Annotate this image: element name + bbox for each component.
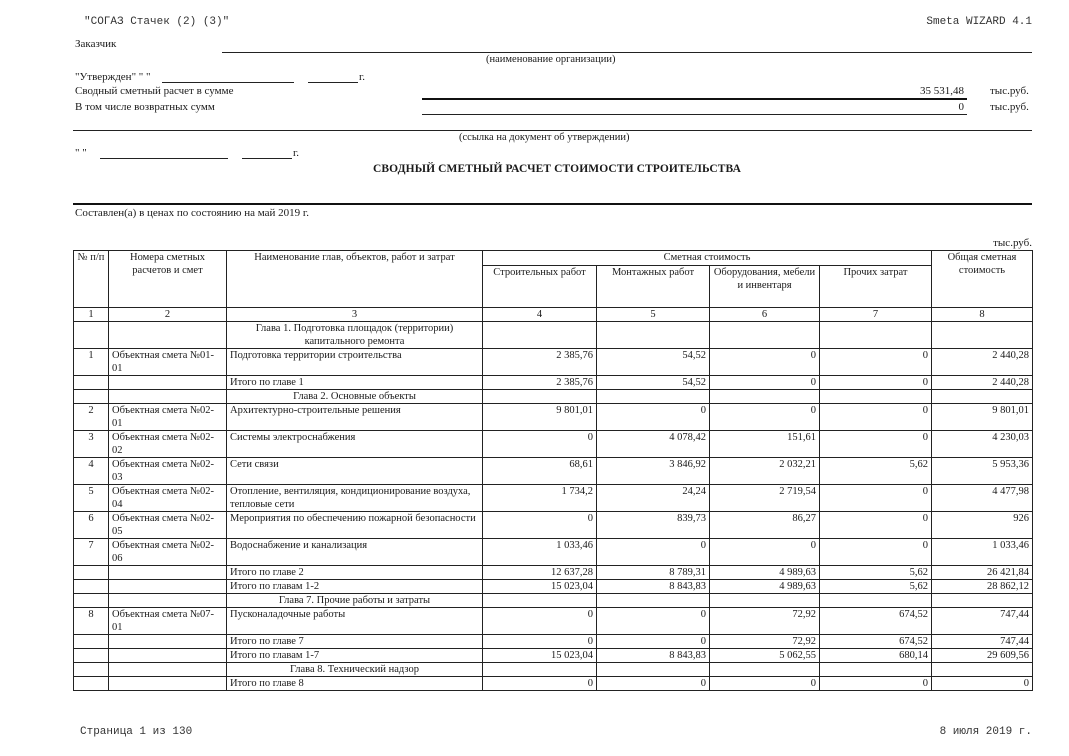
cell-empty [932,390,1033,404]
summary-underline [422,98,967,100]
cell-other: 680,14 [820,649,932,663]
cell-estimate-ref: Объектная смета №02-03 [109,458,227,485]
cell-installation: 54,52 [597,376,710,390]
cell-other: 0 [820,539,932,566]
cell-total: 4 230,03 [932,431,1033,458]
cell-construction: 1 734,2 [483,485,597,512]
doc-ref-caption: (ссылка на документ об утверждении) [459,132,630,143]
cell-installation: 0 [597,635,710,649]
cell-work-name: Итого по главам 1-2 [227,580,483,594]
cell-other: 0 [820,404,932,431]
cell-number [74,580,109,594]
cell-equipment: 0 [710,539,820,566]
item-row [74,431,1033,458]
col-header-construction: Строительных работ [483,266,597,308]
cell-total: 926 [932,512,1033,539]
cell-estimate-ref: Объектная смета №02-04 [109,485,227,512]
cell-empty [74,663,109,677]
total-row [74,649,1033,663]
estimate-table [73,250,1033,691]
cell-estimate-ref: Объектная смета №01-01 [109,349,227,376]
cell-installation: 0 [597,404,710,431]
cell-work-name: Архитектурно-строительные решения [227,404,483,431]
chapter-row [74,322,1033,349]
cell-empty [483,594,597,608]
customer-label: Заказчик [75,38,117,50]
cell-estimate-ref: Объектная смета №02-02 [109,431,227,458]
cell-estimate-ref [109,376,227,390]
item-row [74,512,1033,539]
returnable-value: 0 [958,101,964,113]
table-unit: тыс.руб. [993,237,1032,249]
cell-estimate-ref: Объектная смета №02-01 [109,404,227,431]
col-header-estimates: Номера сметных расчетов и смет [109,251,227,308]
table-body [74,322,1033,691]
cell-empty [109,322,227,349]
col-header-equipment: Оборудования, мебели и инвентаря [710,266,820,308]
cell-equipment: 0 [710,404,820,431]
cell-estimate-ref [109,566,227,580]
item-row [74,349,1033,376]
cell-work-name: Итого по главам 1-7 [227,649,483,663]
cell-empty [820,322,932,349]
col-index: 4 [483,308,597,322]
cell-total: 1 033,46 [932,539,1033,566]
date-line-year [242,158,292,159]
cell-work-name: Сети связи [227,458,483,485]
cell-installation: 8 843,83 [597,649,710,663]
cell-installation: 839,73 [597,512,710,539]
cell-equipment: 2 719,54 [710,485,820,512]
cell-empty [483,663,597,677]
cell-installation: 24,24 [597,485,710,512]
returnable-underline [422,114,967,115]
item-row [74,539,1033,566]
cell-estimate-ref: Объектная смета №07-01 [109,608,227,635]
approved-month-line [162,82,294,83]
cell-total: 2 440,28 [932,349,1033,376]
cell-equipment: 0 [710,349,820,376]
item-row [74,458,1033,485]
cell-equipment: 5 062,55 [710,649,820,663]
cell-empty [483,390,597,404]
item-row [74,608,1033,635]
chapter-title: Глава 2. Основные объекты [227,390,483,404]
cell-number: 6 [74,512,109,539]
cell-other: 0 [820,376,932,390]
col-header-cost-group: Сметная стоимость [483,251,932,266]
cell-number [74,677,109,691]
cell-empty [109,390,227,404]
cell-empty [109,594,227,608]
col-index: 6 [710,308,820,322]
cell-total: 0 [932,677,1033,691]
cell-empty [932,322,1033,349]
page-title: СВОДНЫЙ СМЕТНЫЙ РАСЧЕТ СТОИМОСТИ СТРОИТЕЛЬСТВА [373,163,742,175]
total-row [74,376,1033,390]
col-index: 7 [820,308,932,322]
cell-construction: 15 023,04 [483,649,597,663]
cell-installation: 0 [597,677,710,691]
cell-empty [710,663,820,677]
cell-work-name: Подготовка территории строительства [227,349,483,376]
cell-installation: 0 [597,608,710,635]
cell-empty [597,322,710,349]
cell-other: 0 [820,677,932,691]
cell-installation: 54,52 [597,349,710,376]
cell-other: 5,62 [820,458,932,485]
item-row [74,485,1033,512]
cell-equipment: 2 032,21 [710,458,820,485]
returnable-unit: тыс.руб. [990,101,1029,113]
cell-empty [483,322,597,349]
footer-date: 8 июля 2019 г. [939,726,1032,738]
cell-other: 0 [820,431,932,458]
cell-work-name: Итого по главе 7 [227,635,483,649]
cell-work-name: Водоснабжение и канализация [227,539,483,566]
cell-construction: 68,61 [483,458,597,485]
total-row [74,677,1033,691]
cell-construction: 9 801,01 [483,404,597,431]
chapter-row [74,390,1033,404]
chapter-title: Глава 1. Подготовка площадок (территории) капитального ремонта [227,322,483,349]
chapter-title: Глава 7. Прочие работы и затраты [227,594,483,608]
cell-total: 5 953,36 [932,458,1033,485]
approved-year-suffix: г. [359,71,366,83]
cell-empty [710,594,820,608]
cell-number: 5 [74,485,109,512]
cell-number: 3 [74,431,109,458]
cell-empty [74,594,109,608]
cell-construction: 2 385,76 [483,349,597,376]
cell-work-name: Итого по главе 8 [227,677,483,691]
doc-ref-underline [73,130,1032,131]
col-header-total: Общая сметная стоимость [932,251,1033,308]
cell-other: 5,62 [820,580,932,594]
cell-number: 2 [74,404,109,431]
cell-estimate-ref [109,677,227,691]
cell-total: 2 440,28 [932,376,1033,390]
summary-unit: тыс.руб. [990,85,1029,97]
customer-underline [222,52,1032,53]
cell-total: 4 477,98 [932,485,1033,512]
col-header-installation: Монтажных работ [597,266,710,308]
cell-empty [109,663,227,677]
cell-total: 28 862,12 [932,580,1033,594]
total-row [74,580,1033,594]
title-separator [73,203,1032,205]
chapter-title: Глава 8. Технический надзор [227,663,483,677]
cell-estimate-ref [109,635,227,649]
cell-number: 1 [74,349,109,376]
cell-work-name: Итого по главе 2 [227,566,483,580]
cell-empty [932,663,1033,677]
date-line-day [100,158,228,159]
col-header-name: Наименование глав, объектов, работ и затрат [227,251,483,308]
chapter-row [74,594,1033,608]
cell-empty [597,594,710,608]
cell-estimate-ref [109,649,227,663]
cell-work-name: Отопление, вентиляция, кондиционирование воздуха, тепловые сети [227,485,483,512]
cell-construction: 15 023,04 [483,580,597,594]
col-index: 5 [597,308,710,322]
cell-construction: 0 [483,512,597,539]
cell-equipment: 0 [710,376,820,390]
cell-total: 747,44 [932,608,1033,635]
col-header-num: № п/п [74,251,109,308]
cell-construction: 0 [483,677,597,691]
cell-installation: 8 789,31 [597,566,710,580]
cell-equipment: 0 [710,677,820,691]
cell-empty [710,322,820,349]
col-index: 3 [227,308,483,322]
cell-equipment: 151,61 [710,431,820,458]
total-row [74,635,1033,649]
org-caption: (наименование организации) [486,54,616,65]
cell-number [74,566,109,580]
cell-equipment: 86,27 [710,512,820,539]
cell-construction: 0 [483,608,597,635]
approved-year-line [308,82,358,83]
cell-empty [820,663,932,677]
cell-construction: 2 385,76 [483,376,597,390]
cell-equipment: 4 989,63 [710,566,820,580]
cell-estimate-ref [109,580,227,594]
cell-construction: 0 [483,431,597,458]
cell-empty [932,594,1033,608]
cell-installation: 3 846,92 [597,458,710,485]
cell-other: 674,52 [820,608,932,635]
cell-total: 747,44 [932,635,1033,649]
date-line-suffix: г. [293,147,300,159]
cell-number [74,635,109,649]
cell-other: 0 [820,512,932,539]
item-row [74,404,1033,431]
cell-other: 0 [820,349,932,376]
cell-other: 0 [820,485,932,512]
cell-empty [710,390,820,404]
summary-value: 35 531,48 [920,85,964,97]
cell-empty [597,663,710,677]
cell-equipment: 72,92 [710,635,820,649]
cell-total: 26 421,84 [932,566,1033,580]
cell-other: 5,62 [820,566,932,580]
summary-label: Сводный сметный расчет в сумме [75,85,234,97]
cell-empty [74,322,109,349]
document-name: "СОГАЗ Стачек (2) (3)" [84,16,230,28]
cell-number: 7 [74,539,109,566]
cell-number: 4 [74,458,109,485]
cell-number [74,649,109,663]
cell-installation: 0 [597,539,710,566]
approved-label: "Утвержден" " " [75,71,151,83]
cell-estimate-ref: Объектная смета №02-05 [109,512,227,539]
cell-number: 8 [74,608,109,635]
cell-construction: 0 [483,635,597,649]
cell-work-name: Системы электроснабжения [227,431,483,458]
cell-empty [74,390,109,404]
cell-other: 674,52 [820,635,932,649]
cell-equipment: 72,92 [710,608,820,635]
cell-number [74,376,109,390]
cell-work-name: Итого по главе 1 [227,376,483,390]
col-index: 2 [109,308,227,322]
cell-empty [820,594,932,608]
date-line-prefix: " " [75,147,87,159]
cell-total: 9 801,01 [932,404,1033,431]
cell-total: 29 609,56 [932,649,1033,663]
cell-installation: 4 078,42 [597,431,710,458]
prices-note: Составлен(а) в ценах по состоянию на май 2019 г. [75,207,309,219]
page-number: Страница 1 из 130 [80,726,193,738]
cell-construction: 12 637,28 [483,566,597,580]
cell-installation: 8 843,83 [597,580,710,594]
total-row [74,566,1033,580]
cell-work-name: Пусконаладочные работы [227,608,483,635]
cell-equipment: 4 989,63 [710,580,820,594]
cell-work-name: Мероприятия по обеспечению пожарной безопасности [227,512,483,539]
col-header-other: Прочих затрат [820,266,932,308]
program-name: Smeta WIZARD 4.1 [926,16,1032,28]
col-index: 8 [932,308,1033,322]
returnable-label: В том числе возвратных сумм [75,101,215,113]
cell-empty [597,390,710,404]
col-index: 1 [74,308,109,322]
cell-construction: 1 033,46 [483,539,597,566]
cell-empty [820,390,932,404]
cell-estimate-ref: Объектная смета №02-06 [109,539,227,566]
chapter-row [74,663,1033,677]
